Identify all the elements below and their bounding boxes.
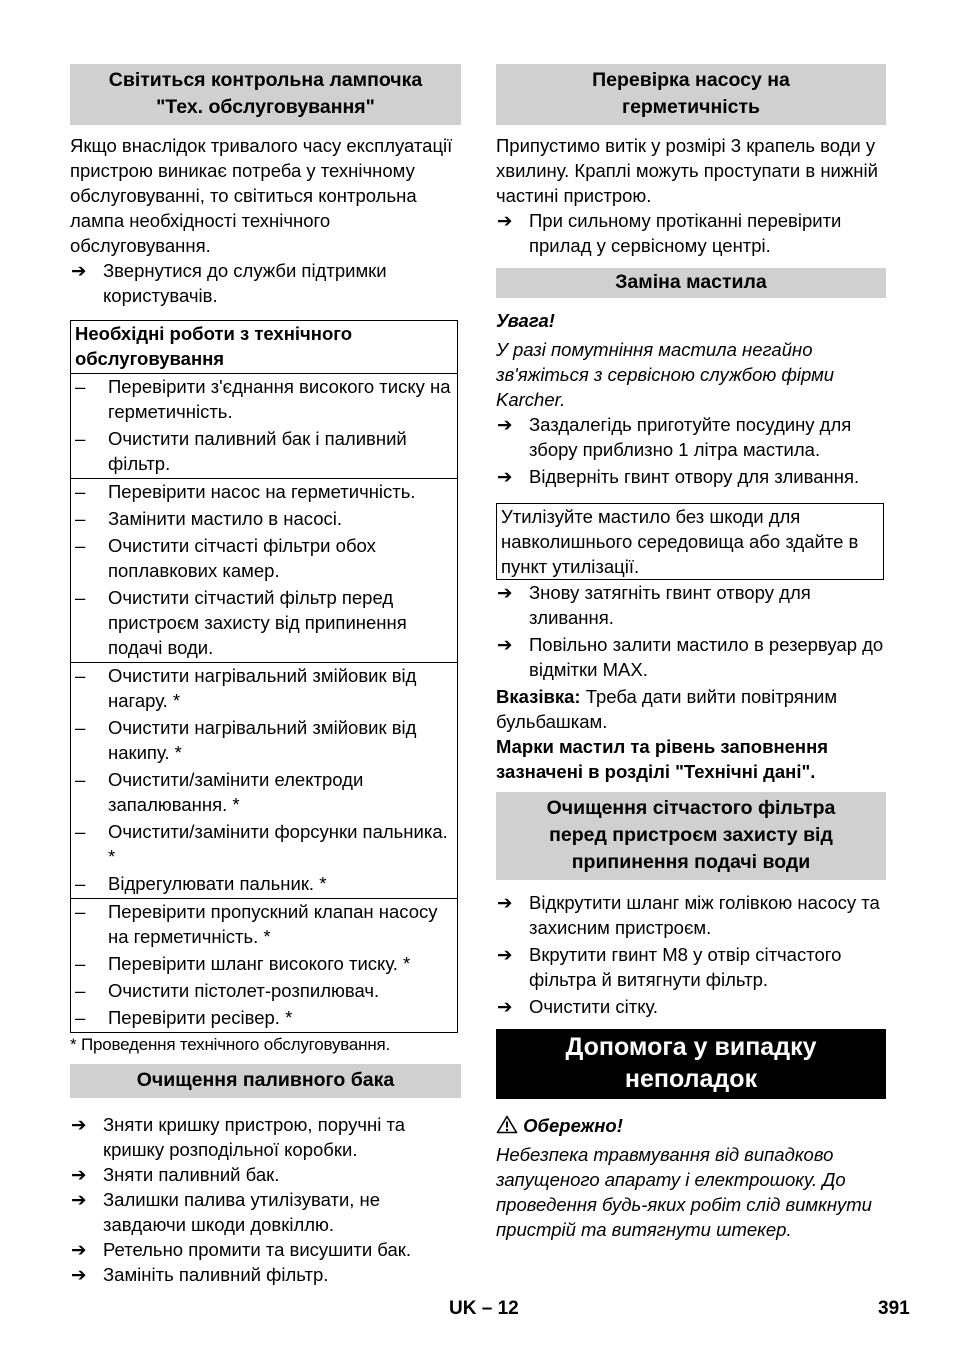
- right-arrow-icon: ➔: [71, 1164, 87, 1185]
- dash-marker: –: [75, 821, 86, 842]
- instruction-step: ➔ Зняти паливний бак.: [71, 1164, 280, 1185]
- list-item: – Відрегулювати пальник. *: [75, 873, 327, 894]
- section-heading: [496, 268, 886, 298]
- page-number: 391: [878, 1298, 910, 1319]
- dash-marker: –: [75, 769, 86, 790]
- heading-line: неполадок: [624, 1065, 758, 1093]
- instruction-step: ➔ Знову затягніть гвинт отвору для зливання.: [497, 582, 811, 628]
- dash-marker: –: [75, 428, 86, 449]
- instruction-step: ➔ Очистити сітку.: [497, 996, 659, 1017]
- instruction-step: ➔ Повільно залити мастило в резервуар до відмітки MAX.: [497, 634, 884, 680]
- right-column: [496, 64, 886, 1242]
- list-item: – Перевірити з'єднання високого тиску на герметичність.: [75, 376, 451, 422]
- section-heading: [70, 1064, 461, 1098]
- heading-line: герметичність: [621, 96, 761, 118]
- list-item: – Перевірити насос на герметичність.: [75, 481, 416, 502]
- heading-line: Очищення сітчастого фільтра: [546, 797, 836, 819]
- environment-note-box: [496, 503, 884, 580]
- list-item: – Очистити нагрівальний змійовик від нагару. *: [75, 665, 417, 711]
- dash-marker: –: [75, 508, 86, 529]
- instruction-step: ➔ Вкрутити гвинт M8 у отвір сітчастого фільтра й витягнути фільтр.: [497, 944, 842, 990]
- warning-label-line: [496, 1113, 886, 1138]
- step-text: Звернутися до служби підтримки користувачів.: [103, 260, 387, 306]
- right-arrow-icon: ➔: [497, 210, 513, 231]
- dash-marker: –: [75, 665, 86, 686]
- dash-marker: –: [75, 535, 86, 556]
- section-heading: [496, 792, 886, 880]
- heading-line: Заміна мастила: [615, 271, 767, 293]
- list-item: – Очистити нагрівальний змійовик від накипу. *: [75, 717, 417, 763]
- right-arrow-icon: ➔: [71, 1114, 87, 1135]
- list-item: – Очистити сітчастий фільтр перед пристроєм захисту від припинення подачі води.: [75, 587, 407, 658]
- note-text: Треба дати вийти повітряним бульбашкам.: [496, 686, 838, 732]
- right-arrow-icon: ➔: [71, 1189, 87, 1210]
- instruction-step: ➔ Зняти кришку пристрою, поручні та кришку розподільної коробки.: [71, 1114, 405, 1160]
- dash-marker: –: [75, 376, 86, 397]
- table-group: [71, 899, 458, 1033]
- dash-marker: –: [75, 901, 86, 922]
- instruction-step: ➔ Відкрутити шланг між голівкою насосу та захисним пристроєм.: [497, 892, 880, 938]
- section-heading: [496, 64, 886, 125]
- heading-line: перед пристроєм захисту від: [549, 824, 833, 846]
- right-arrow-icon: ➔: [71, 1239, 87, 1260]
- right-arrow-icon: ➔: [497, 892, 513, 913]
- instruction-step: ➔ Заздалегідь приготуйте посудину для збору приблизно 1 літра мастила.: [497, 414, 852, 460]
- heading-line: Очищення паливного бака: [136, 1069, 395, 1091]
- table-header: Необхідні роботи з технічного обслуговування: [71, 321, 458, 374]
- instruction-step: ➔ Залишки палива утилізувати, не завдаючи шкоди довкіллю.: [71, 1189, 381, 1235]
- body-text: Припустимо витік у розмірі 3 крапель води у хвилину. Краплі можуть проступати в нижній частині пристрою.: [496, 135, 878, 206]
- right-arrow-icon: ➔: [71, 1264, 87, 1285]
- right-arrow-icon: ➔: [497, 582, 513, 603]
- warning-text: Небезпека травмування від випадково запущеного апарату і електрошоку. До проведення будь-яких робіт слід вимкнути пристрій та витягнути штекер.: [496, 1144, 872, 1240]
- body-text: Якщо внаслідок тривалого часу експлуатації пристрою виникає потреба у технічному обслуговуванні, то світиться контрольна лампа необхідності технічного обслуговування.: [70, 135, 453, 256]
- left-column: [70, 64, 461, 1287]
- dash-marker: –: [75, 587, 86, 608]
- heading-line: Світиться контрольна лампочка: [108, 69, 423, 91]
- list-item: – Очистити пістолет-розпилювач.: [75, 980, 380, 1001]
- table-group: [71, 663, 458, 899]
- instruction-step: [70, 258, 461, 308]
- dash-marker: –: [75, 1007, 86, 1028]
- instruction-step: ➔ Відверніть гвинт отвору для зливання.: [497, 466, 860, 487]
- table-footnote: * Проведення технічного обслуговування.: [70, 1035, 391, 1054]
- right-arrow-icon: ➔: [71, 260, 87, 281]
- right-arrow-icon: ➔: [497, 996, 513, 1017]
- dash-marker: –: [75, 717, 86, 738]
- instruction-step: ➔ Замініть паливний фільтр.: [71, 1264, 329, 1285]
- section-heading: [70, 64, 461, 125]
- dash-marker: –: [75, 953, 86, 974]
- warning-label: Обережно!: [523, 1115, 623, 1136]
- table-group: [71, 479, 458, 663]
- note-label: Вказівка:: [496, 686, 581, 707]
- chapter-heading: [496, 1029, 886, 1099]
- maintenance-table: [70, 320, 458, 1033]
- heading-line: припинення подачі води: [571, 851, 811, 873]
- heading-line: "Тех. обслуговування": [156, 96, 375, 118]
- list-item: – Очистити паливний бак і паливний фільтр.: [75, 428, 407, 474]
- dash-marker: –: [75, 481, 86, 502]
- warning-triangle-icon: [496, 1115, 523, 1136]
- note-paragraph: [496, 684, 886, 734]
- list-item: – Перевірити пропускний клапан насосу на герметичність. *: [75, 901, 438, 947]
- table-group: [71, 374, 458, 479]
- note-text: Утилізуйте мастило без шкоди для навколишнього середовища або здайте в пункт утилізації.: [501, 506, 859, 577]
- instruction-step: ➔ Ретельно промити та висушити бак.: [71, 1239, 411, 1260]
- list-item: – Замінити мастило в насосі.: [75, 508, 343, 529]
- right-arrow-icon: ➔: [497, 466, 513, 487]
- list-item: – Очистити сітчасті фільтри обох поплавкових камер.: [75, 535, 376, 581]
- instruction-step: ➔ При сильному протіканні перевірити прилад у сервісному центрі.: [497, 210, 842, 256]
- right-arrow-icon: ➔: [497, 944, 513, 965]
- list-item: – Очистити/замінити електроди запалювання. *: [75, 769, 364, 815]
- heading-line: Допомога у випадку: [565, 1033, 817, 1061]
- caution-text: У разі помутніння мастила негайно зв'яжіться з сервісною службою фірми Karcher.: [496, 339, 835, 410]
- dash-marker: –: [75, 980, 86, 1001]
- dash-marker: –: [75, 873, 86, 894]
- heading-line: Перевірка насосу на: [592, 69, 790, 91]
- list-item: – Перевірити шланг високого тиску. *: [75, 953, 411, 974]
- bold-note: Марки мастил та рівень заповнення зазначені в розділі "Технічні дані".: [496, 736, 829, 782]
- footer-section-label: UK – 12: [449, 1298, 519, 1319]
- caution-label: Увага!: [496, 310, 555, 331]
- right-arrow-icon: ➔: [497, 634, 513, 655]
- list-item: – Очистити/замінити форсунки пальника. *: [75, 821, 448, 867]
- list-item: – Перевірити ресівер. *: [75, 1007, 293, 1028]
- right-arrow-icon: ➔: [497, 414, 513, 435]
